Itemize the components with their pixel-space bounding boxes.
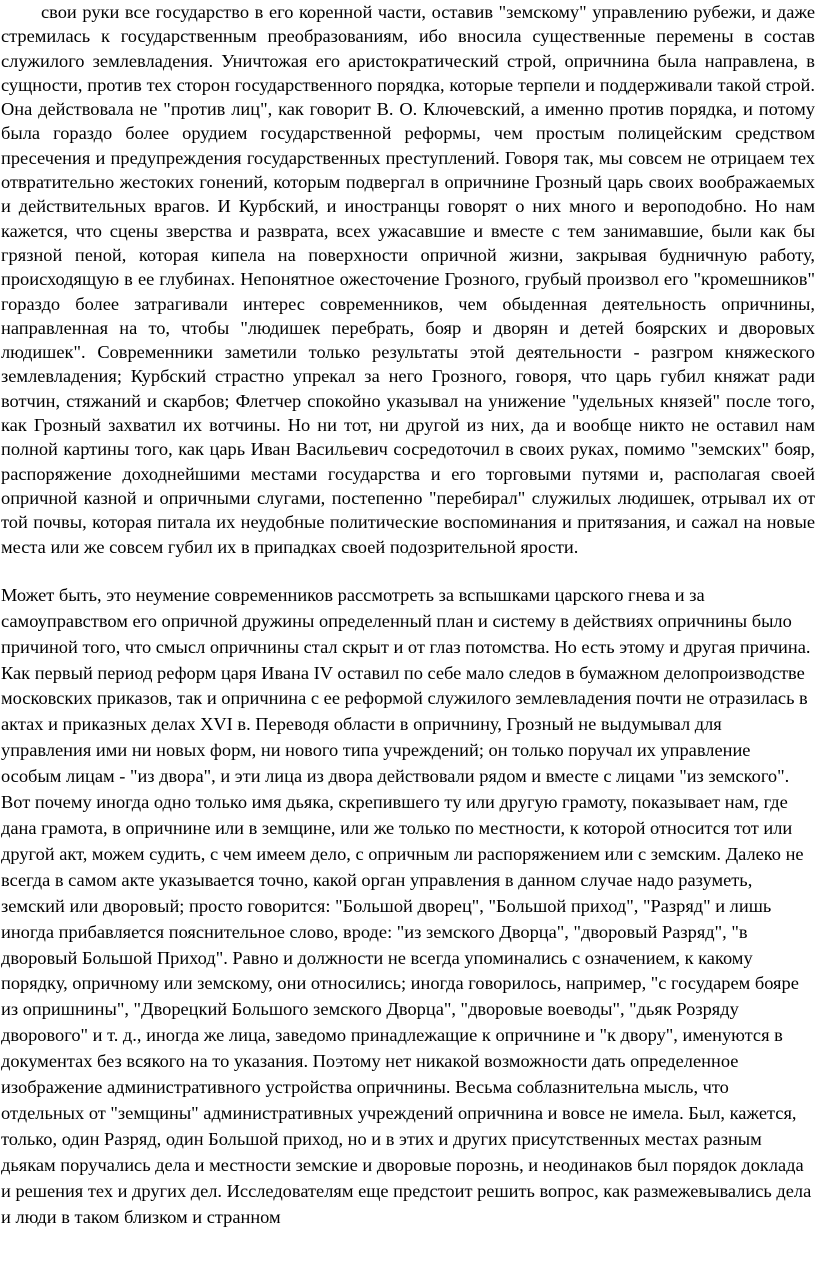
paragraph-1: свои руки все государство в его коренной части, оставив "земскому" управлению рубежи, и даже стремилась к государственным преобразованиям, ибо вносила существенные перемены в состав служилого землевладения. Уничтожая его аристократический строй, опричнина была направлена, в сущности, против тех сторон государственного порядка, которые терпели и поддерживали такой строй. Она действовала не "против лиц", как говорит В. О. Ключевский, а именно против порядка, и потому была гораздо более орудием государственной реформы, чем простым полицейским средством пресечения и предупреждения государственных преступлений. Говоря так, мы совсем не отрицаем тех отвратительно жестоких гонений, которым подвергал в опричнине Грозный царь своих воображаемых и действительных врагов. И Курбский, и иностранцы говорят о них много и вероподобно. Но нам кажется, что сцены зверства и разврата, всех ужасавшие и вместе с тем занимавшие, были как бы грязной пеной, которая кипела на поверхности опричной жизни, закрывая будничную работу, происходящую в ее глубинах. Непонятное ожесточение Грозного, грубый произвол его "кромешников" гораздо более затрагивали интерес современников, чем обыденная деятельность опричнины, направленная на то, чтобы "людишек перебрать, бояр и дворян и детей боярских и дворовых людишек". Современники заметили только результаты этой деятельности - разгром княжеского землевладения; Курбский страстно упрекал за него Грозного, говоря, что царь губил княжат ради вотчин, стяжаний и скарбов; Флетчер спокойно указывал на унижение "удельных князей" после того, как Грозный захватил их вотчины. Но ни тот, ни другой из них, да и вообще никто не оставил нам полной картины того, как царь Иван Васильевич сосредоточил в своих руках, помимо "земских" бояр, распоряжение доходнейшими местами государства и его торговыми путями и, располагая своей опричной казной и опричными слугами, постепенно "перебирал" служилых людишек, отрывал их от той почвы, которая питала их неудобные политические воспоминания и притязания, и сажал на новые места или же совсем губил их в припадках своей подозрительной ярости.: [1, 2, 815, 557]
paragraph-gap: [1, 559, 815, 583]
paragraph-2: Может быть, это неумение современников рассмотреть за вспышками царского гнева и за самоуправством его опричной дружины определенный план и систему в действиях опричнины было причиной того, что смысл опричнины стал скрыт и от глаз потомства. Но есть этому и другая причина. Как первый период реформ царя Ивана IV оставил по себе мало следов в бумажном делопроизводстве московских приказов, так и опричнина с ее реформой служилого землевладения почти не отразилась в актах и приказных делах XVI в. Переводя области в опричнину, Грозный не выдумывал для управления ими ни новых форм, ни нового типа учреждений; он только поручал их управление особым лицам - "из двора", и эти лица из двора действовали рядом и вместе с лицами "из земского". Вот почему иногда одно только имя дьяка, скрепившего ту или другую грамоту, показывает нам, где дана грамота, в опричнине или в земщине, или же только по местности, к которой относится тот или другой акт, можем судить, с чем имеем дело, с опричным ли распоряжением или с земским. Далеко не всегда в самом акте указывается точно, какой орган управления в данном случае надо разуметь, земский или дворовый; просто говорится: "Большой дворец", "Большой приход", "Разряд" и лишь иногда прибавляется пояснительное слово, вроде: "из земского Дворца", "дворовый Разряд", "в дворовый Большой Приход". Равно и должности не всегда упоминались с означением, к какому порядку, опричному или земскому, они относились; иногда говорилось, например, "с государем бояре из опришнины", "Дворецкий Большого земского Дворца", "дворовые воеводы", "дьяк Розряду дворового" и т. д., иногда же лица, заведомо принадлежащие к опричнине и "к двору", именуются в документах без всякого на то указания. Поэтому нет никакой возможности дать определенное изображение административного устройства опричнины. Весьма соблазнительна мысль, что отдельных от "земщины" административных учреждений опричнина и вовсе не имела. Был, кажется, только, один Разряд, один Большой приход, но и в этих и других присутственных местах разным дьякам поручались дела и местности земские и дворовые порознь, и неодинаков был порядок доклада и решения тех и других дел. Исследователям еще предстоит решить вопрос, как размежевывались дела и люди в таком близком и странном: [1, 584, 812, 1227]
